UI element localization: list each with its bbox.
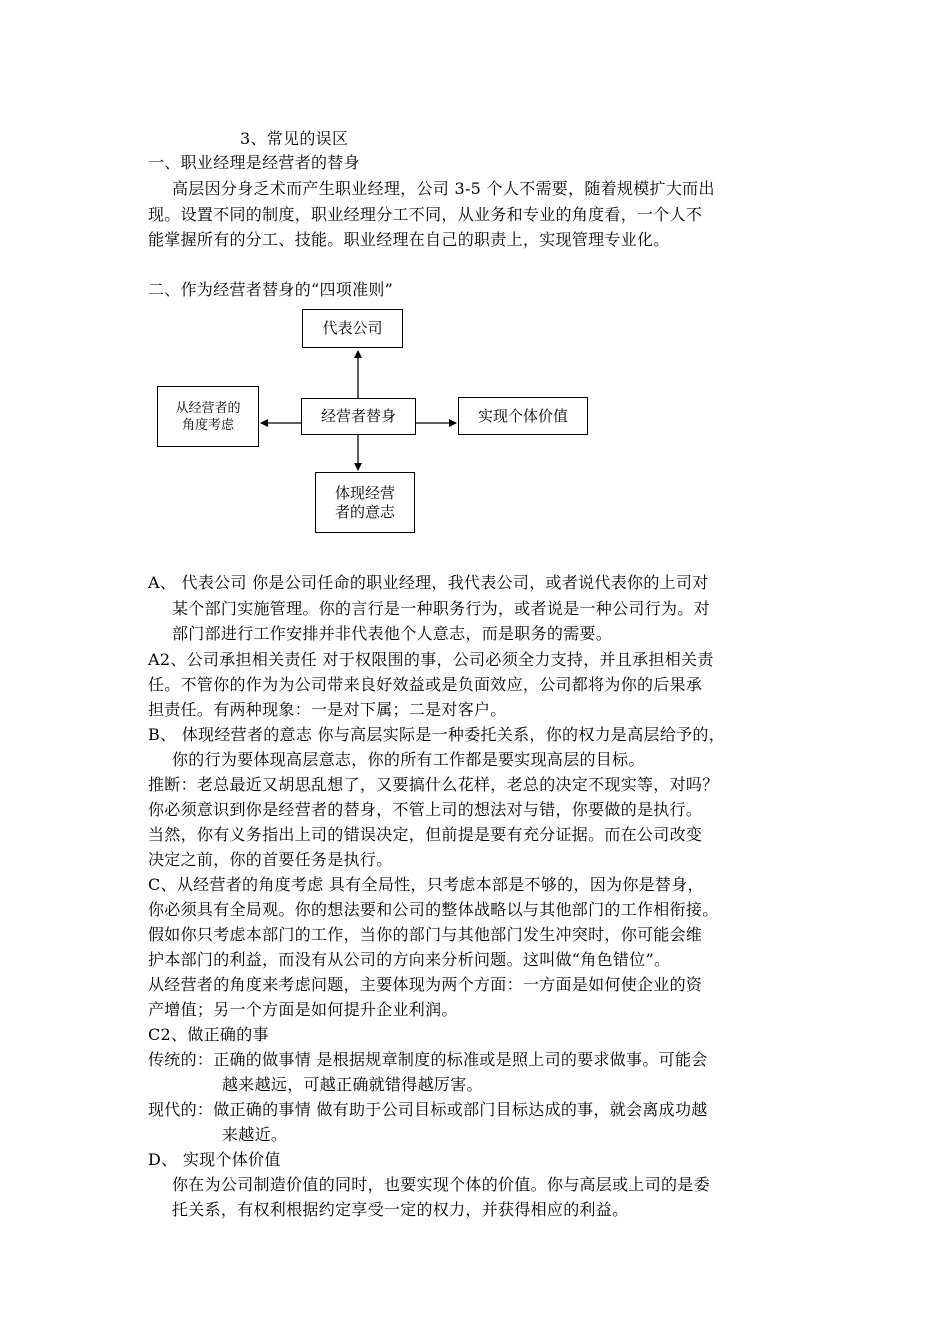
box-label: 代表公司 (322, 319, 383, 337)
heading-1: 一、职业经理是经营者的替身 (148, 153, 360, 172)
box-label: 者的意志 (334, 502, 395, 521)
paragraph-line: 担责任。有两种现象：一是对下属；二是对客户。 (148, 700, 507, 719)
paragraph-line: 你必须意识到你是经营者的替身，不管上司的想法对与错，你要做的是执行。 (148, 800, 703, 819)
box-operator-perspective (157, 386, 259, 447)
box-label: 体现经营 (334, 483, 395, 502)
paragraph-line: 你的行为要体现高层意志，你的所有工作都是要实现高层的目标。 (172, 750, 645, 769)
paragraph-line: 传统的：正确的做事情 是根据规章制度的标准或是照上司的要求做事。可能会 (148, 1050, 708, 1069)
section-heading: 3、常见的误区 (240, 129, 349, 148)
paragraph-line: 高层因分身乏术而产生职业经理，公司 3-5 个人不需要，随着规模扩大而出 (172, 179, 715, 198)
paragraph-line: 任。不管你的作为为公司带来良好效益或是负面效应，公司都将为你的后果承 (148, 675, 703, 694)
paragraph-line: 来越近。 (222, 1125, 288, 1144)
box-center-proxy (301, 398, 416, 435)
box-label: 角度考虑 (181, 417, 234, 433)
item-a2: A2、公司承担相关责任 对于权限围的事，公司必须全力支持，并且承担相关责 (148, 650, 714, 669)
paragraph-line: 越来越远，可越正确就错得越厉害。 (222, 1075, 483, 1094)
paragraph-line: 护本部门的利益，而没有从公司的方向来分析问题。这叫做“角色错位”。 (148, 950, 671, 969)
paragraph-line: 部门部进行工作安排并非代表他个人意志，而是职务的需要。 (172, 624, 613, 643)
paragraph-line: 托关系，有权利根据约定享受一定的权力，并获得相应的利益。 (172, 1200, 629, 1219)
paragraph-line: 假如你只考虑本部门的工作，当你的部门与其他部门发生冲突时，你可能会维 (148, 925, 703, 944)
box-represent-company (302, 309, 403, 348)
paragraph-line: 当然，你有义务指出上司的错误决定，但前提是要有充分证据。而在公司改变 (148, 825, 703, 844)
paragraph-line: 现代的：做正确的事情 做有助于公司目标或部门目标达成的事，就会离成功越 (148, 1100, 708, 1119)
item-d: D、 实现个体价值 (148, 1150, 281, 1169)
paragraph-line: 从经营者的角度来考虑问题，主要体现为两个方面：一方面是如何使企业的资 (148, 975, 703, 994)
paragraph-line: 推断：老总最近又胡思乱想了，又要搞什么花样，老总的决定不现实等，对吗？ (148, 775, 719, 794)
paragraph-line: 某个部门实施管理。你的言行是一种职务行为，或者说是一种公司行为。对 (172, 599, 710, 618)
item-c: C、从经营者的角度考虑 具有全局性，只考虑本部是不够的，因为你是替身， (148, 875, 704, 894)
paragraph-line: 决定之前，你的首要任务是执行。 (148, 850, 393, 869)
box-label: 经营者替身 (320, 407, 396, 425)
heading-2: 二、作为经营者替身的“四项准则” (148, 280, 394, 299)
item-b: B、 体现经营者的意志 你与高层实际是一种委托关系，你的权力是高层给予的， (148, 725, 726, 744)
box-operator-will (315, 472, 415, 533)
box-label: 实现个体价值 (477, 406, 568, 425)
paragraph-line: 你在为公司制造价值的同时，也要实现个体的价值。你与高层或上司的是委 (172, 1175, 710, 1194)
paragraph-line: 你必须具有全局观。你的想法要和公司的整体战略以与其他部门的工作相衔接。 (148, 900, 719, 919)
paragraph-line: 现。设置不同的制度，职业经理分工不同，从业务和专业的角度看，一个人不 (148, 205, 703, 224)
paragraph-line: 产增值；另一个方面是如何提升企业利润。 (148, 1000, 458, 1019)
paragraph-line: 能掌握所有的分工、技能。职业经理在自己的职责上，实现管理专业化。 (148, 230, 670, 249)
box-label: 从经营者的 (175, 400, 241, 416)
item-a: A、 代表公司 你是公司任命的职业经理，我代表公司，或者说代表你的上司对 (148, 573, 709, 592)
item-c2: C2、做正确的事 (148, 1025, 269, 1044)
box-individual-value (458, 397, 588, 435)
